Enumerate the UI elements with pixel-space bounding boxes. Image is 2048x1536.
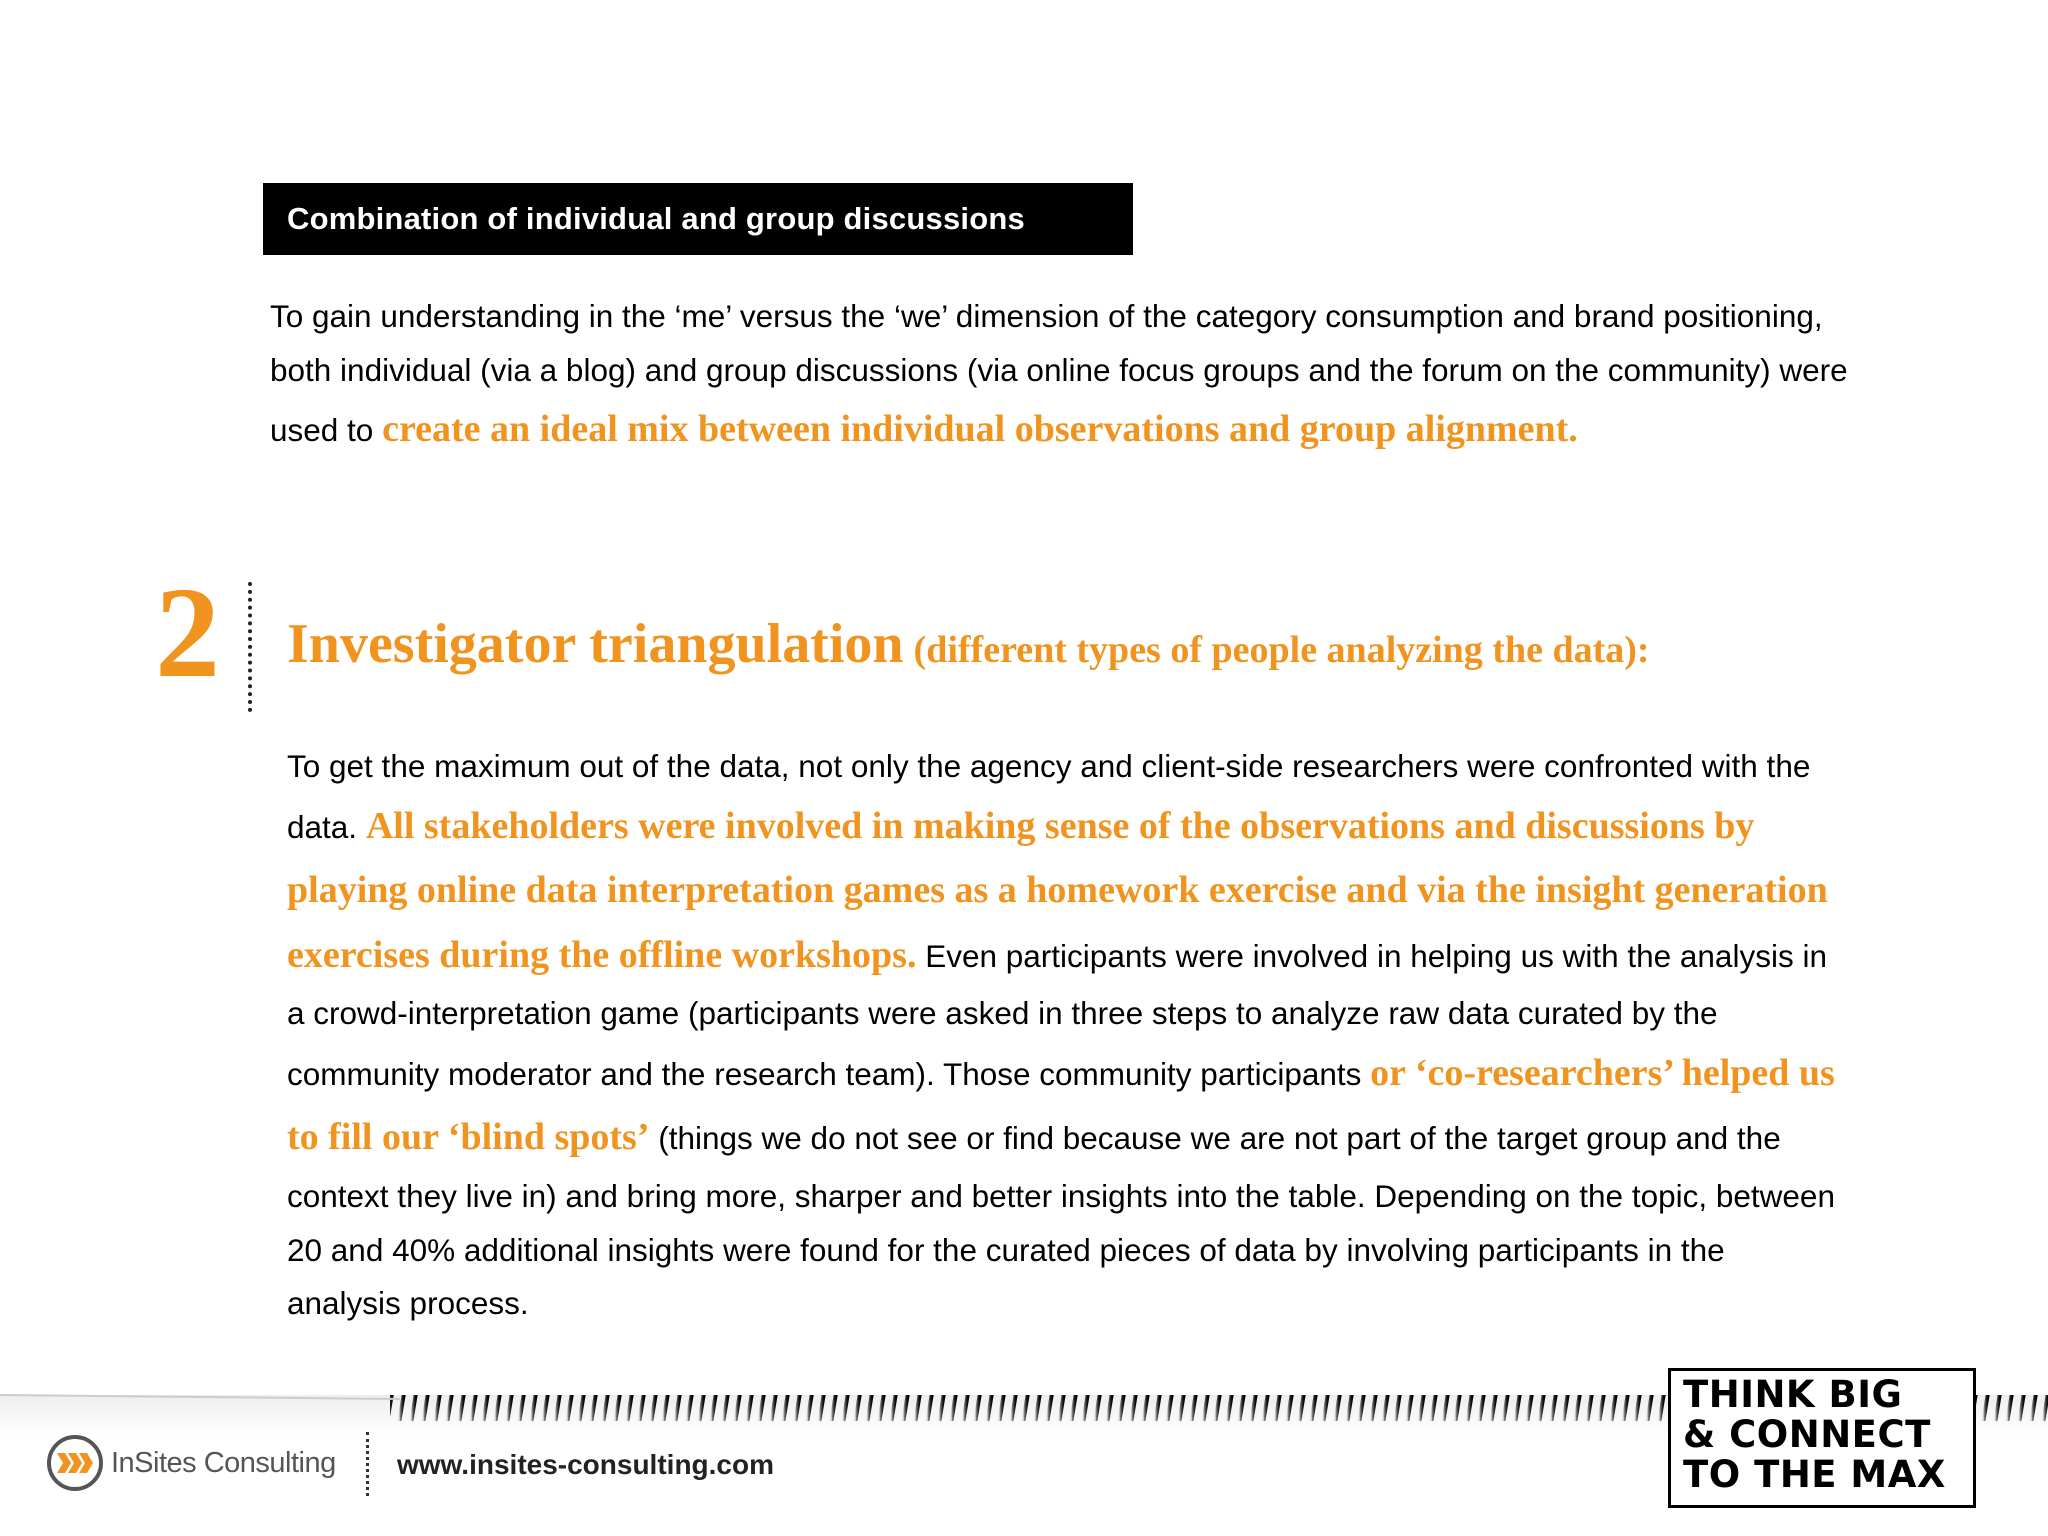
section-title-box bbox=[263, 183, 1133, 255]
chevrons-icon bbox=[47, 1435, 103, 1491]
dotted-divider bbox=[248, 582, 252, 712]
section2-heading bbox=[287, 612, 1650, 676]
section1-highlight: create an ideal mix between individual observations and group alignment. bbox=[382, 408, 1578, 451]
section2-heading-sub: (different types of people analyzing the data): bbox=[913, 629, 1650, 671]
section2-text-2: Even participants were involved in helping us with the analysis in a crowd-interpretation game (participants were asked in three steps to analyze raw data curated by the community moderator and the research team). Those community participants bbox=[287, 937, 1827, 1092]
slogan-line-1: THINK BIG bbox=[1683, 1373, 1903, 1416]
section1-paragraph bbox=[270, 290, 1850, 462]
section-title: Combination of individual and group discussions bbox=[287, 201, 1025, 236]
slogan-line-3: TO THE MAX bbox=[1683, 1452, 1946, 1496]
section2-text-1: To get the maximum out of the data, not only the agency and client-side researchers were confronted with the data. bbox=[287, 748, 1811, 845]
section-number: 2 bbox=[155, 561, 220, 705]
section2-heading-main: Investigator triangulation bbox=[287, 613, 904, 675]
section2-text-3: (things we do not see or find because we are not part of the target group and the context they live in) and bring more, sharper and better insights into the table. Depending on the topic, between 20 and 40% additional insights were found for the curated pieces of data by involving participants in the analysis process. bbox=[287, 1120, 1835, 1322]
section2-paragraph bbox=[287, 740, 1847, 1331]
company-logo bbox=[47, 1435, 336, 1491]
footer-dotted-divider bbox=[366, 1432, 369, 1496]
slogan-box bbox=[1668, 1368, 1976, 1508]
section2-highlight-2: or ‘co-researchers’ helped us to fill our ‘blind spots’ bbox=[287, 1051, 1835, 1159]
logo-text: InSites Consulting bbox=[111, 1446, 336, 1479]
section2-highlight-1: All stakeholders were involved in making sense of the observations and discussions by playing online data interpretation games as a homework exercise and via the insight generation exercises during the offline workshops. bbox=[287, 804, 1828, 976]
website-url: www.insites-consulting.com bbox=[397, 1449, 775, 1480]
slogan-line-2: & CONNECT bbox=[1683, 1412, 1931, 1456]
section1-text: To gain understanding in the ‘me’ versus the ‘we’ dimension of the category consumption and brand positioning, both individual (via a blog) and group discussions (via online focus groups and the forum on the community) were used to bbox=[270, 298, 1848, 449]
